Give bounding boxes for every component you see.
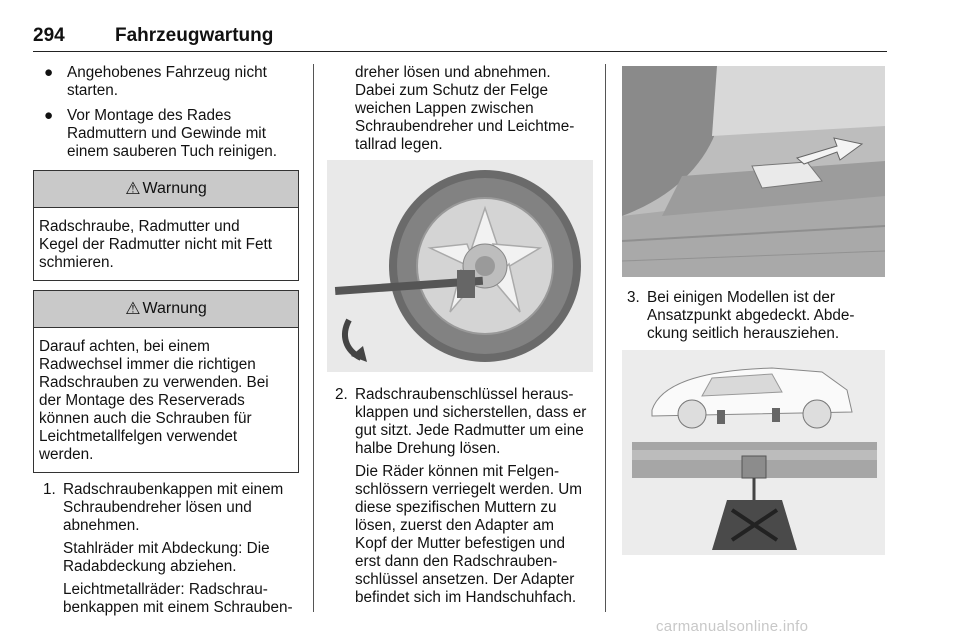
sill-cover-photo — [622, 66, 885, 277]
warning-icon: ⚠ — [125, 299, 141, 318]
step-number: 3. — [627, 289, 640, 306]
page-number: 294 — [33, 25, 65, 46]
step-1: 1. Radschraubenkappen mit einem Schraubendreher lösen und abnehmen. — [43, 481, 284, 534]
car-jack-illustration — [622, 350, 885, 555]
step-number: 2. — [335, 386, 348, 403]
warning-body: Darauf achten, bei einem Radwechsel immer die richtigen Radschrauben zu verwenden. Bei der Montage des Reserverads können auch die Schrauben für Leichtmetallfelgen verwendet werden. — [39, 338, 269, 463]
paragraph: Die Räder können mit Felgen- schlössern verriegelt werden. Um diese spezifischen Muttern zu lösen, zuerst den Adapter am Kopf der Mutter befestigen und erst dann den Radschrauben- schlüssel ansetzen. Der Adapter befindet sich im Handschuhfach. — [355, 463, 582, 606]
warning-icon: ⚠ — [125, 179, 141, 198]
wheel-illustration — [327, 160, 593, 372]
page-title: Fahrzeugwartung — [115, 25, 274, 46]
warning-box — [33, 290, 299, 473]
column-2-top: dreher lösen und abnehmen. Dabei zum Schutz der Felge weichen Lappen zwischen Schraubendreher und Leichtme- tallrad legen. — [355, 64, 575, 153]
paragraph: Stahlräder mit Abdeckung: Die Radabdeckung abziehen. — [63, 540, 270, 575]
warning-title: Warnung — [142, 180, 207, 197]
warning-header — [34, 291, 298, 328]
bullet-dot: ● — [44, 107, 54, 124]
bullet-dot: ● — [44, 64, 54, 81]
column-divider — [313, 64, 314, 612]
warning-box — [33, 170, 299, 281]
page-header — [33, 25, 887, 52]
column-3 — [617, 289, 887, 343]
watermark: carmanualsonline.info — [656, 618, 809, 635]
column-divider — [605, 64, 606, 612]
warning-title: Warnung — [142, 300, 207, 317]
column-1 — [33, 64, 299, 617]
step-2: 2. Radschraubenschlüssel heraus- klappen und sicherstellen, dass er gut sitzt. Jede Radmutter um eine halbe Drehung lösen. — [335, 386, 587, 457]
warning-body: Radschraube, Radmutter und Kegel der Radmutter nicht mit Fett schmieren. — [39, 218, 272, 271]
step-number: 1. — [43, 481, 56, 498]
bullet-item: ● Angehobenes Fahrzeug nicht starten. — [44, 64, 267, 99]
column-2-bottom — [325, 386, 595, 607]
warning-header — [34, 171, 298, 208]
paragraph: Leichtmetallräder: Radschrau- benkappen mit einem Schrauben- — [63, 581, 293, 616]
bullet-item: ● Vor Montage des Rades Radmuttern und Gewinde mit einem sauberen Tuch reinigen. — [44, 107, 278, 160]
step-3: 3. Bei einigen Modellen ist der Ansatzpunkt abgedeckt. Abde- ckung seitlich herausziehen. — [627, 289, 855, 342]
